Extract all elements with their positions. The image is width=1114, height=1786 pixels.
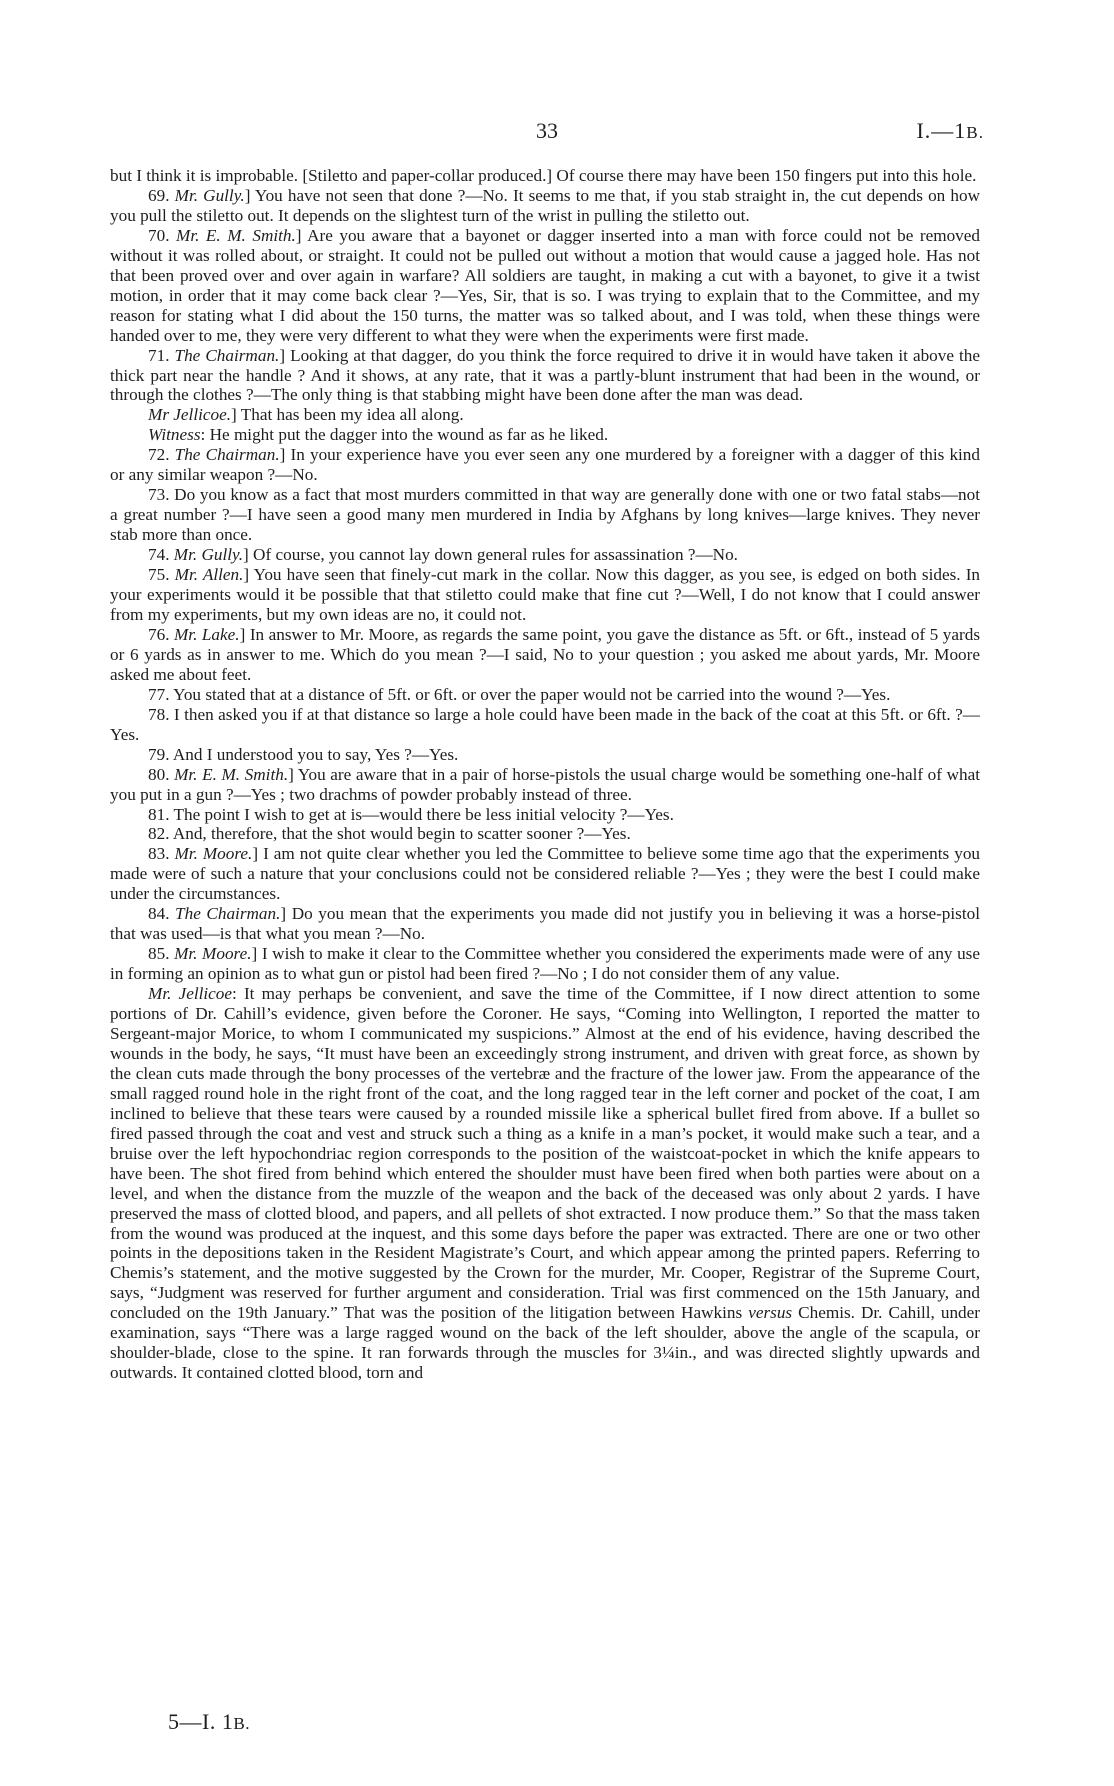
paragraph-text: 75. (148, 565, 175, 585)
paragraph-text: 84. (148, 904, 176, 924)
paragraph (110, 824, 980, 844)
paragraph-text: ] I am not quite clear whether you led the Committee to believe some time ago that the experiments you made were of such a nature that your conclusions could not be considered reliable ?—Yes ; they were the best I could make under the circumstances. (110, 844, 981, 904)
paragraph-text: 79. And I understood you to say, Yes ?—Yes. (148, 744, 459, 764)
speaker-name: Mr Jellicoe. (148, 405, 232, 425)
paragraph (110, 685, 980, 705)
speaker-name: Mr. Moore. (174, 944, 252, 964)
paragraph-text: 74. (148, 545, 174, 565)
paragraph (110, 745, 980, 765)
paragraph-text: ] You are aware that in a pair of horse-pistols the usual charge would be something one-half of what you put in a gun ?—Yes ; two drachms of powder probably instead of three. (110, 764, 980, 804)
paragraph-text: ] Looking at that dagger, do you think the force required to drive it in would have taken it above the thick part near the handle ? And it shows, at any rate, that it was a partly-blunt instrument that had been in the wound, or through the clothes ?—The only thing is that stabbing might have been done after the man was dead. (110, 345, 981, 405)
speaker-name: The Chairman. (174, 445, 280, 465)
speaker-name: versus (748, 1303, 793, 1323)
paragraph-text: : It may perhaps be convenient, and save the time of the Committee, if I now direct attention to some portions of Dr. Cahill’s evidence, given before the Coroner. He says, “Coming into Wellington, I reported the matter to Sergeant-major Morice, to whom I communicated my suspicions.” Almost at the end of his evidence, having described the wounds in the body, he says, “It must have been an exceedingly strong instrument, and driven with great force, as shown by the clean cuts made through the bony processes of the vertebræ and the fracture of the lower jaw. From the appearance of the small ragged round hole in the right front of the coat, and the long ragged tear in the left corner and pocket of the coat, I am inclined to believe that these tears were caused by a rounded missile like a spherical bullet fired from above. If a bullet so fired passed through the coat and vest and struck such a thing as a knife in a man’s pocket, it would make such a tear, and a bruise over the left hypochondriac region corresponds to the position of the waistcoat-pocket in which the knife appears to have been. The shot fired from behind which entered the shoulder must have been fired when both parties were about on a level, and when the distance from the muzzle of the weapon and the back of the deceased was only about 2 yards. I have preserved the mass of clotted blood, and papers, and all pellets of shot extracted. I now produce them.” So that the mass taken from the wound was produced at the inquest, and this some days before the paper was extracted. There are one or two other points in the depositions taken in the Resident Magistrate’s Court, and which appear among the printed papers. Referring to Chemis’s statement, and the motive suggested by the Crown for the murder, Mr. Cooper, Registrar of the Supreme Court, says, “Judgment was reserved for further argument and consideration. Trial was first commenced on the 15th January, and concluded on the 19th January.” That was the position of the litigation between Hawkins (110, 984, 980, 1323)
paragraph (110, 425, 980, 445)
speaker-name: Mr. Gully. (174, 185, 245, 205)
speaker-name: Mr. Moore. (174, 844, 253, 864)
paragraph (110, 346, 980, 406)
speaker-name: Mr. Allen. (174, 565, 244, 585)
paragraph-text: 77. You stated that at a distance of 5ft. or 6ft. or over the paper would not be carried into the wound ?—Yes. (148, 684, 891, 704)
paragraph-text: 78. I then asked you if at that distance so large a hole could have been made in the back of the coat at this 5ft. or 6ft. ?—Yes. (110, 704, 980, 744)
paragraph-text: ] Of course, you cannot lay down general rules for assassination ?—No. (243, 545, 738, 565)
paragraph (110, 625, 980, 685)
paragraph-text: ] That has been my idea all along. (231, 405, 464, 425)
speaker-name: Witness (148, 425, 201, 445)
paragraph (110, 405, 980, 425)
speaker-name: Mr. Lake. (173, 624, 240, 644)
paragraph-text: 80. (148, 764, 175, 784)
paragraph (110, 445, 980, 485)
paragraph-text: ] In your experience have you ever seen any one murdered by a foreigner with a dagger of this kind or any similar weapon ?—No. (110, 445, 980, 485)
paragraph-text: Chemis. Dr. Cahill, under examination, says “There was a large ragged wound on the back of the left shoulder, above the angle of the scapula, or shoulder-blade, close to the spine. It ran forwards through the muscles for 3¼in., and was directed slightly upwards and outwards. It contained clotted blood, torn and (110, 1303, 980, 1383)
paragraph (110, 844, 980, 904)
paragraph-text: 71. (148, 345, 175, 365)
paragraph-text: but I think it is improbable. [Stiletto and paper-collar produced.] Of course there may have been 150 fingers put into this hole. (110, 166, 977, 185)
paragraph-text: ] In answer to Mr. Moore, as regards the same point, you gave the distance as 5ft. or 6ft., instead of 5 yards or 6 yards as in answer to me. Which do you mean ?—I said, No to your question ; you asked me about yards, Mr. Moore asked me about feet. (110, 624, 981, 684)
paragraph (110, 226, 980, 346)
paragraph-text: 76. (148, 624, 174, 644)
document-reference: I.—1B. (916, 118, 984, 143)
signature-mark: 5—I. 1B. (168, 1709, 251, 1734)
paragraph (110, 705, 980, 745)
paragraph-text: ] You have seen that finely-cut mark in the collar. Now this dagger, as you see, is edged on both sides. In your experiments would it be possible that that stiletto could make that fine cut ?—Well, I do not know that I could answer from my experiments, but my own ideas are no, it could not. (110, 565, 981, 624)
paragraph-text: ] You have not seen that done ?—No. It seems to me that, if you stab straight in, the cut depends on how you pull the stiletto out. It depends on the slightest turn of the wrist in pulling the stiletto out. (110, 185, 980, 225)
speaker-name: Mr. E. M. Smith. (174, 764, 289, 784)
speaker-name: The Chairman. (174, 345, 280, 365)
running-header (0, 118, 1114, 148)
paragraph-text: 83. (148, 844, 175, 864)
paragraph (110, 765, 980, 805)
paragraph (110, 944, 980, 984)
paragraph-text: 81. The point I wish to get at is—would there be less initial velocity ?—Yes. (148, 804, 674, 824)
page-number: 33 (536, 118, 558, 143)
paragraph (110, 984, 980, 1383)
paragraph-text: 85. (148, 944, 175, 964)
paragraph (110, 485, 980, 545)
paragraph-text: ] I wish to make it clear to the Committee whether you considered the experiments made were of any use in forming an opinion as to what gun or pistol had been fired ?—No ; I do not consider them of any value. (110, 944, 980, 984)
paragraph (110, 904, 980, 944)
paragraph-text: : He might put the dagger into the wound as far as he liked. (200, 425, 609, 445)
paragraph-text: ] Are you aware that a bayonet or dagger inserted into a man with force could not be removed without it was rolled about, or straight. It could not be pulled out without a motion that would cause a jagged hole. Has not that been proved over and over again in warfare? All soldiers are taught, in making a cut with a bayonet, to give it a twist motion, in order that it may come back clear ?—Yes, Sir, that is so. I was trying to explain that to the Committee, and my reason for stating what I did about the 150 turns, the matter was so talked about, and I was told, when these things were handed over to me, they were very different to what they were when the experiments were first made. (110, 225, 980, 345)
paragraph-text: 72. (148, 445, 175, 465)
paragraph-text: 69. (148, 185, 175, 205)
paragraph-text: 82. And, therefore, that the shot would begin to scatter sooner ?—Yes. (148, 824, 631, 844)
speaker-name: Mr. E. M. Smith. (176, 225, 296, 245)
paragraph-text: 70. (148, 225, 176, 245)
paragraph (110, 565, 980, 625)
speaker-name: The Chairman. (175, 904, 281, 924)
paragraph-text: ] Do you mean that the experiments you made did not justify you in believing it was a horse-pistol that was used—is that what you mean ?—No. (110, 904, 980, 944)
speaker-name: Mr. Gully. (173, 545, 244, 565)
paragraph-text: 73. Do you know as a fact that most murders committed in that way are generally done with one or two fatal stabs—not a great number ?—I have seen a good many men murdered in India by Afghans by long knives—large knives. They never stab more than once. (110, 485, 980, 545)
paragraph (110, 186, 980, 226)
speaker-name: Mr. Jellicoe (148, 984, 232, 1004)
page-body (110, 166, 980, 1383)
paragraph (110, 166, 980, 186)
paragraph (110, 545, 980, 565)
paragraph (110, 805, 980, 825)
